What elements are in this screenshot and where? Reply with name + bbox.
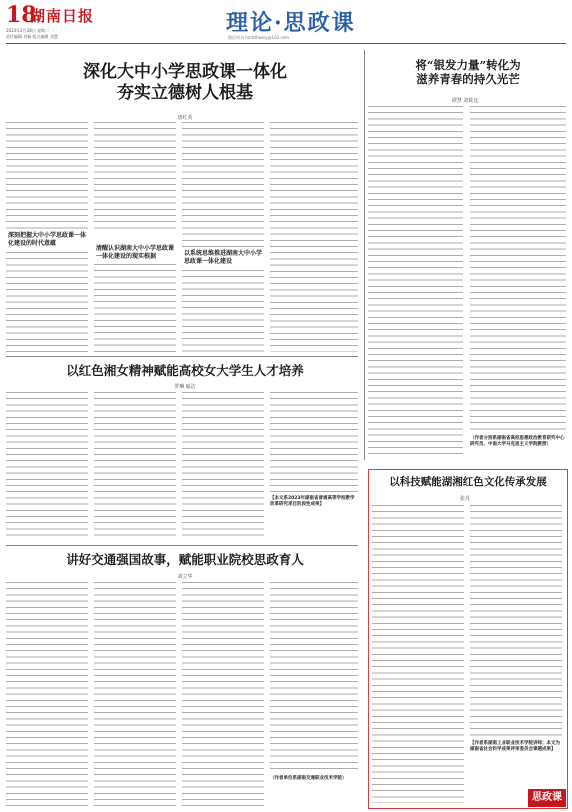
article-5-text-col-2 bbox=[470, 505, 562, 737]
article-1-text-col-1b bbox=[6, 252, 88, 352]
article-1-text-col-2 bbox=[94, 122, 176, 232]
article-3-text-col-3 bbox=[182, 392, 264, 540]
article-5-text-col-1 bbox=[372, 505, 464, 803]
article-2-text-col-1 bbox=[368, 106, 463, 458]
article-4-fund-note: （作者单位系湖南交通职业技术学院） bbox=[270, 776, 347, 781]
article-2-title: 将“银发力量”转化为 滋养青春的持久光芒 bbox=[415, 58, 521, 87]
article-5-fund-note: 【作者系湖南工业职业技术学院讲师；本文为湖南省社会科学成果评审委员会课题成果】 bbox=[470, 741, 560, 753]
article-4-text-col-1 bbox=[6, 582, 88, 808]
section-badge: 思政课 bbox=[528, 789, 566, 807]
article-3-fund-note: 【本文系2023年湖南省普通高等学校教学改革研究项目阶段性成果】 bbox=[270, 496, 355, 508]
article-4-text-col-4 bbox=[270, 582, 358, 772]
article-2-fund-note: （作者分别系湖南省高校思想政治教育研究中心研究员、中南大学马克思主义学院教授） bbox=[470, 436, 565, 448]
article-3-title: 以红色湘女精神赋能高校女大学生人才培养 bbox=[66, 363, 304, 378]
article-1-subhead-2: 以系统思维推进湖南大中小学思政课一体化建设 bbox=[184, 250, 263, 265]
article-1-text-col-4 bbox=[270, 122, 358, 352]
article-1-subhead-3: 清醒认识湖南大中小学思政课一体化建设的现实根据 bbox=[96, 245, 175, 260]
article-4-text-col-2 bbox=[94, 582, 176, 808]
paper-name: 湖南日报 bbox=[30, 7, 95, 25]
article-1-subhead-1: 深刻把握大中小学思政课一体化建设的时代意蕴 bbox=[8, 232, 87, 247]
divider-2 bbox=[6, 545, 358, 546]
divider-vertical bbox=[364, 50, 365, 460]
article-5-author: 张丹 bbox=[459, 496, 470, 502]
article-3-text-col-2 bbox=[94, 392, 176, 540]
article-2-author: 谭慧 刘筱比 bbox=[451, 98, 479, 104]
article-1-text-col-1 bbox=[6, 122, 88, 230]
article-3-text-col-1 bbox=[6, 392, 88, 540]
article-1-title: 深化大中小学思政课一体化 夯实立德树人根基 bbox=[83, 62, 287, 104]
article-4-title: 讲好交通强国故事，赋能职业院校思政育人 bbox=[66, 552, 304, 567]
article-2-text-col-2 bbox=[470, 106, 566, 434]
article-4-author: 刘立华 bbox=[177, 574, 193, 580]
header-rule bbox=[6, 43, 566, 44]
article-1-text-col-3 bbox=[182, 122, 264, 247]
article-3-author: 罗琳 喻洁 bbox=[174, 384, 196, 390]
article-5-title: 以科技赋能湖湘红色文化传承发展 bbox=[389, 476, 547, 488]
article-3-text-col-4 bbox=[270, 392, 358, 492]
section-subtitle: 理论周刊 hnrbtheory@163.com bbox=[228, 35, 289, 40]
article-4-text-col-3 bbox=[182, 582, 264, 808]
editor-line: 责任编辑 肖畅 版式编辑 刘慧 bbox=[6, 34, 58, 39]
divider-1 bbox=[6, 356, 358, 357]
article-1-author: 唐红英 bbox=[177, 115, 193, 121]
masthead bbox=[0, 0, 572, 46]
page-number: 18 bbox=[6, 2, 37, 28]
section-title: 理论·思政课 bbox=[226, 10, 356, 36]
article-1-text-col-2b bbox=[94, 264, 176, 352]
article-1-text-col-3b bbox=[182, 270, 264, 352]
issue-date: 2023年2月28日 星期二 bbox=[6, 28, 50, 33]
